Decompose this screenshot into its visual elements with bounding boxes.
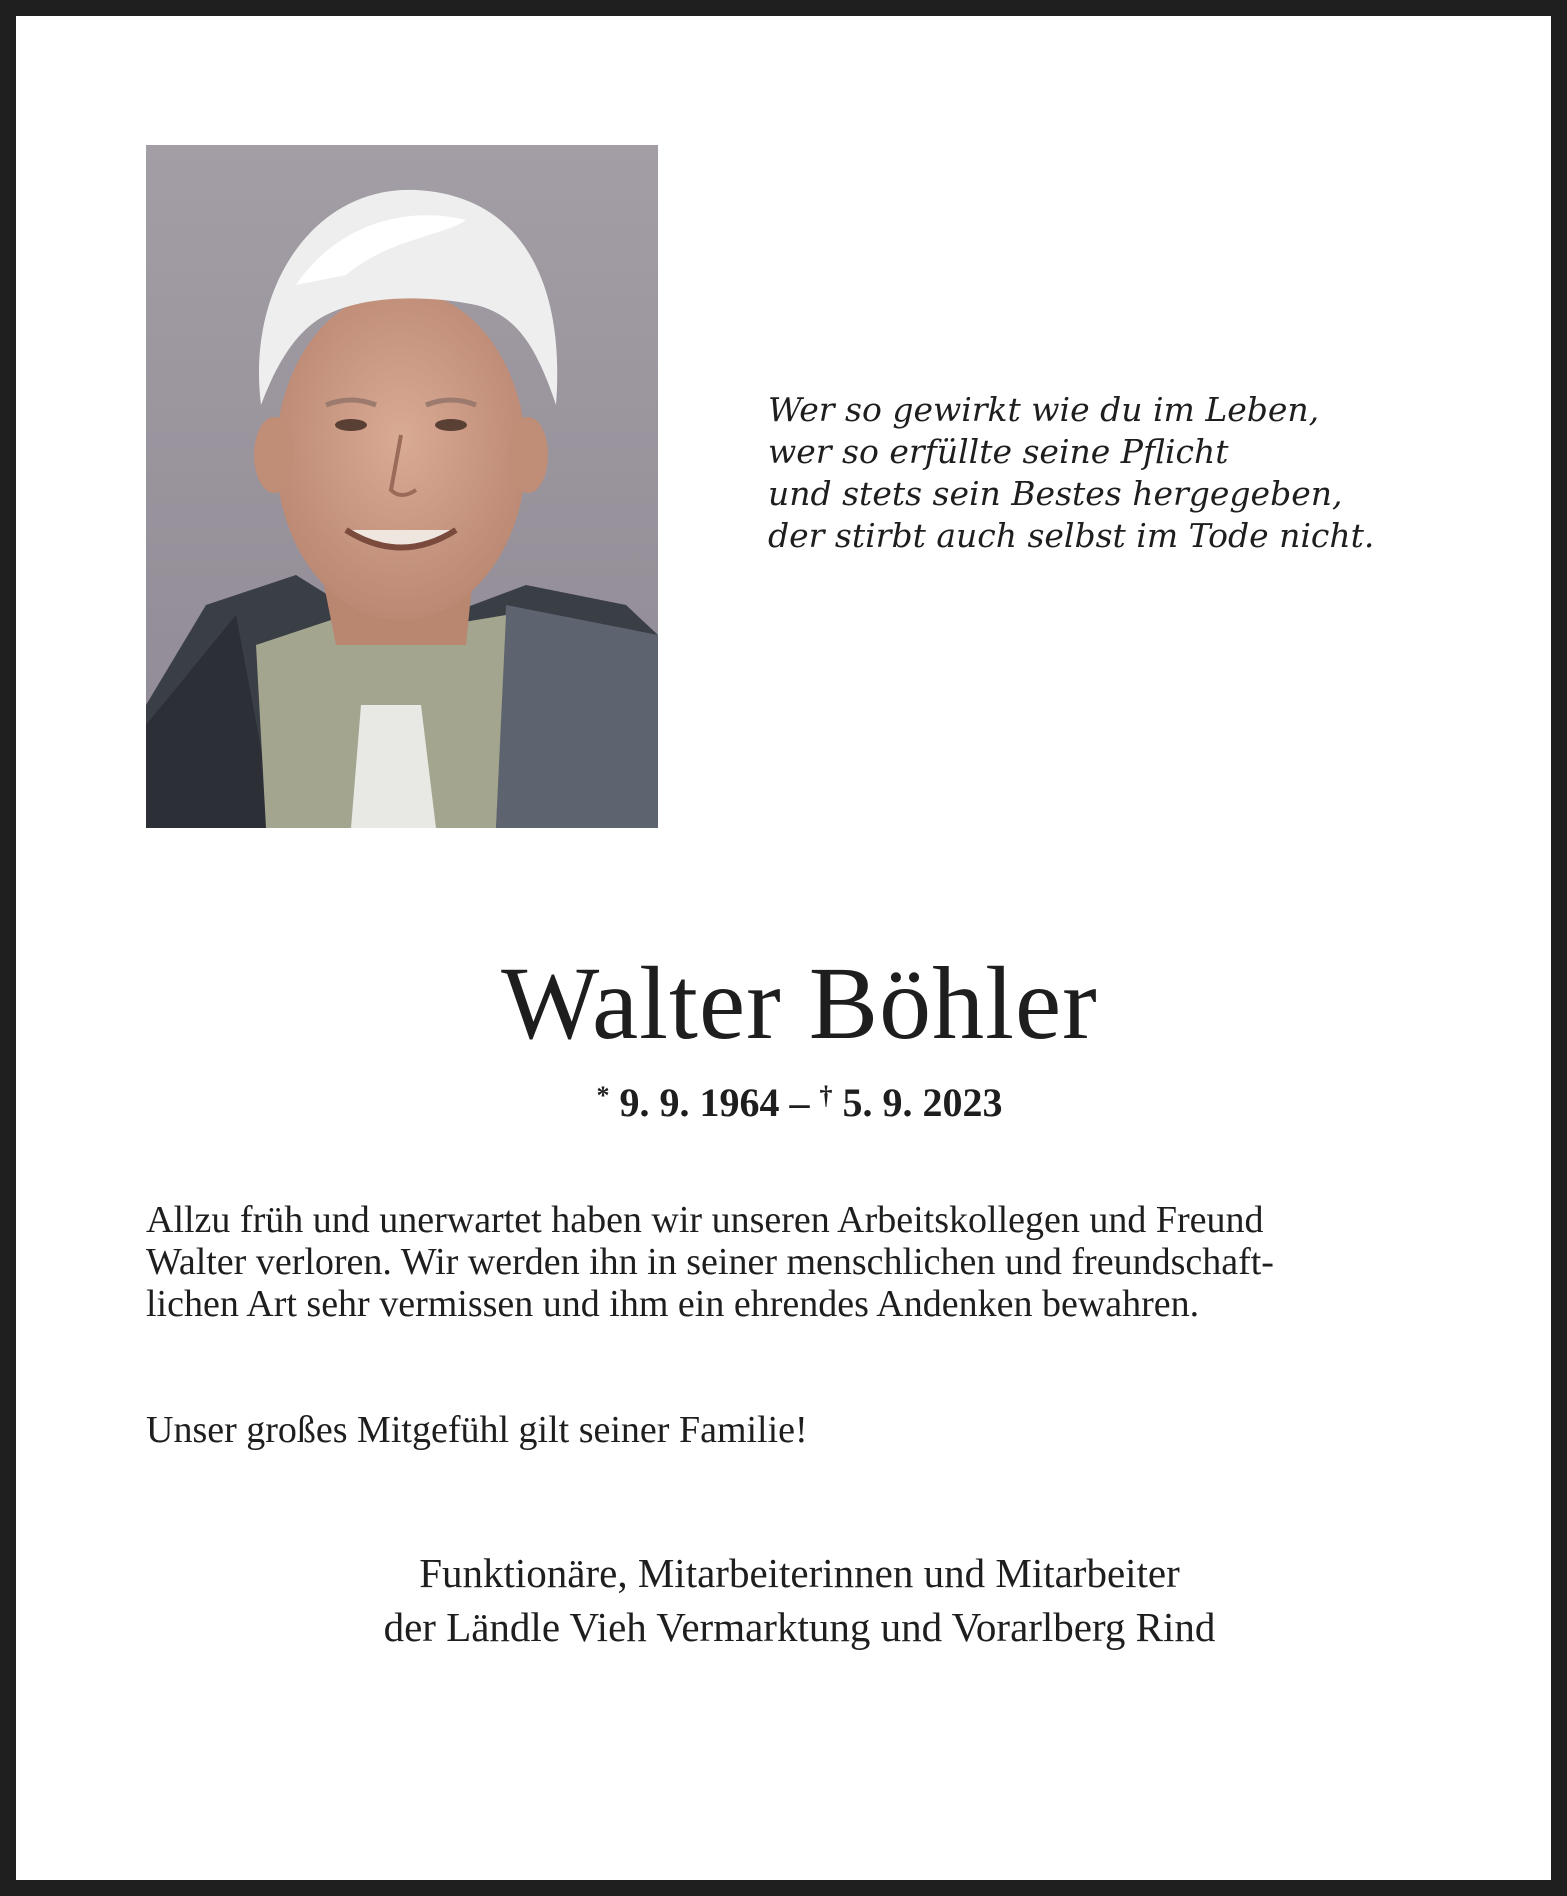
poem-line: wer so erfüllte seine Pflicht xyxy=(768,432,1229,471)
portrait-illustration xyxy=(146,145,658,828)
condolence-paragraph xyxy=(146,1199,1456,1325)
deceased-name: Walter Böhler xyxy=(501,946,1098,1061)
poem-line: und stets sein Bestes hergegeben, xyxy=(768,474,1343,513)
date-separator: – xyxy=(789,1080,810,1125)
paragraph-line: Walter verloren. Wir werden ihn in seiner menschlichen und freundschaft- xyxy=(146,1241,1274,1283)
paragraph-line: lichen Art sehr vermissen und ihm ein ehrendes Andenken bewahren. xyxy=(146,1283,1200,1325)
poem-line: der stirbt auch selbst im Tode nicht. xyxy=(768,516,1375,555)
poem-line: Wer so gewirkt wie du im Leben, xyxy=(768,390,1320,429)
portrait-photo xyxy=(146,145,658,828)
paragraph-line: Allzu früh und unerwartet haben wir unseren Arbeitskollegen und Freund xyxy=(146,1199,1264,1241)
signature-line: der Ländle Vieh Vermarktung und Vorarlberg Rind xyxy=(383,1604,1216,1650)
birth-star-icon: * xyxy=(596,1081,610,1110)
life-dates xyxy=(16,1072,1567,1127)
paragraph-line: Unser großes Mitgefühl gilt seiner Familie! xyxy=(146,1409,808,1451)
birth-date: 9. 9. 1964 xyxy=(619,1080,780,1125)
death-date: 5. 9. 2023 xyxy=(842,1080,1003,1125)
sympathy-line xyxy=(146,1409,1456,1451)
signature-block xyxy=(16,1546,1567,1654)
signature-line: Funktionäre, Mitarbeiterinnen und Mitarbeiter xyxy=(419,1550,1180,1596)
death-cross-icon: † xyxy=(819,1081,833,1110)
memorial-poem xyxy=(768,389,1448,557)
